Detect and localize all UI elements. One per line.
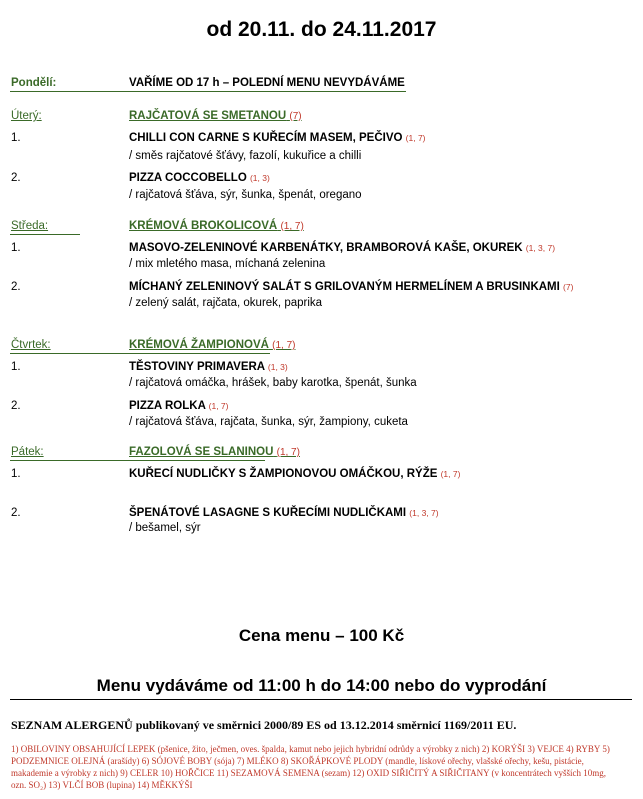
list-item-number: 2. (11, 172, 21, 184)
allergens-heading: SEZNAM ALERGENŮ publikovaný ve směrnici 2000/89 ES od 13.12.2014 směrnicí 1169/2011 EU. (11, 718, 517, 732)
list-item-number: 1. (11, 361, 21, 373)
list-item-number: 1. (11, 242, 21, 254)
meal-description: / mix mletého masa, míchaná zelenina (129, 258, 326, 270)
list-item-number: 1. (11, 468, 21, 480)
meal-name: TĚSTOVINY PRIMAVERA (1, 3) (129, 361, 288, 373)
meal-description: / zelený salát, rajčata, okurek, paprika (129, 297, 323, 309)
meal-name: MASOVO-ZELENINOVÉ KARBENÁTKY, BRAMBOROVÁ KAŠE, OKUREK (1, 3, 7) (129, 242, 556, 254)
meal-name: CHILLI CON CARNE S KUŘECÍM MASEM, PEČIVO (1, 7) (129, 132, 426, 144)
day-thursday: Čtvrtek: (11, 339, 51, 351)
divider (10, 699, 632, 700)
list-item-number: 1. (11, 132, 21, 144)
allergens-list: 1) OBILOVINY OBSAHUJÍCÍ LEPEK (pšenice, žito, ječmen, oves. špalda, kamut nebo jejich hybridní odrůdy a výrobky z nich) 2) KORÝŠI 3) VEJCE 4) RYBY 5) PODZEMNICE OLEJNÁ (arašídy) 6) SÓJOVÉ BOBY (sója) 7) MLÉKO 8) SKOŘÁPKOVÉ PLODY (mandle, lískové ořechy, vlašské ořechy, kešu, pistácie, makademie a výrobky z nich) 9) CELER 10) HOŘČICE 11) SEZAMOVÁ SEMENA (sezam) 12) OXID SIŘIČITÝ A SIŘIČITANY (v koncentrátech vyšších 10mg, ozn. SO₂) 13) VLČÍ BOB (lupina) 14) MĚKKÝŠI (11, 744, 610, 790)
meal-description: / rajčatová šťáva, rajčata, šunka, sýr, žampiony, cuketa (129, 416, 408, 428)
meal-description: / rajčatová omáčka, hrášek, baby karotka, špenát, šunka (129, 377, 417, 389)
meal-name: PIZZA ROLKA (1, 7) (129, 400, 229, 412)
day-monday: Pondělí: (11, 77, 57, 89)
serving-hours: Menu vydáváme od 11:00 h do 14:00 nebo do vyprodání (96, 676, 547, 695)
monday-underline (10, 91, 406, 92)
list-item-number: 2. (11, 400, 21, 412)
meal-name: ŠPENÁTOVÉ LASAGNE S KUŘECÍMI NUDLIČKAMI (1, 3, 7) (129, 507, 439, 519)
page-title: od 20.11. do 24.11.2017 (206, 18, 437, 41)
list-item-number: 2. (11, 281, 21, 293)
tuesday-soup: RAJČATOVÁ SE SMETANOU (7) (129, 110, 302, 122)
friday-underline (10, 460, 265, 461)
thursday-soup: KRÉMOVÁ ŽAMPIONOVÁ (1, 7) (129, 339, 296, 351)
wednesday-soup: KRÉMOVÁ BROKOLICOVÁ (1, 7) (129, 220, 304, 232)
monday-note: VAŘÍME OD 17 h – POLEDNÍ MENU NEVYDÁVÁME (129, 77, 405, 89)
meal-name: MÍCHANÝ ZELENINOVÝ SALÁT S GRILOVANÝM HERMELÍNEM A BRUSINKAMI (7) (129, 281, 574, 293)
day-friday: Pátek: (11, 446, 44, 458)
wednesday-underline (10, 234, 80, 235)
thursday-underline (10, 353, 270, 354)
friday-soup: FAZOLOVÁ SE SLANINOU (1, 7) (129, 446, 300, 458)
meal-description: / směs rajčatové šťávy, fazolí, kukuřice a chilli (129, 150, 362, 162)
meal-name: PIZZA COCCOBELLO (1, 3) (129, 172, 270, 184)
meal-description: / bešamel, sýr (129, 522, 201, 534)
menu-price: Cena menu – 100 Kč (238, 626, 405, 645)
meal-description: / rajčatová šťáva, sýr, šunka, špenát, oregano (129, 189, 362, 201)
list-item-number: 2. (11, 507, 21, 519)
meal-name: KUŘECÍ NUDLIČKY S ŽAMPIONOVOU OMÁČKOU, RÝŽE (1, 7) (129, 468, 461, 480)
day-wednesday: Středa: (11, 220, 49, 232)
day-tuesday: Úterý: (11, 110, 42, 122)
